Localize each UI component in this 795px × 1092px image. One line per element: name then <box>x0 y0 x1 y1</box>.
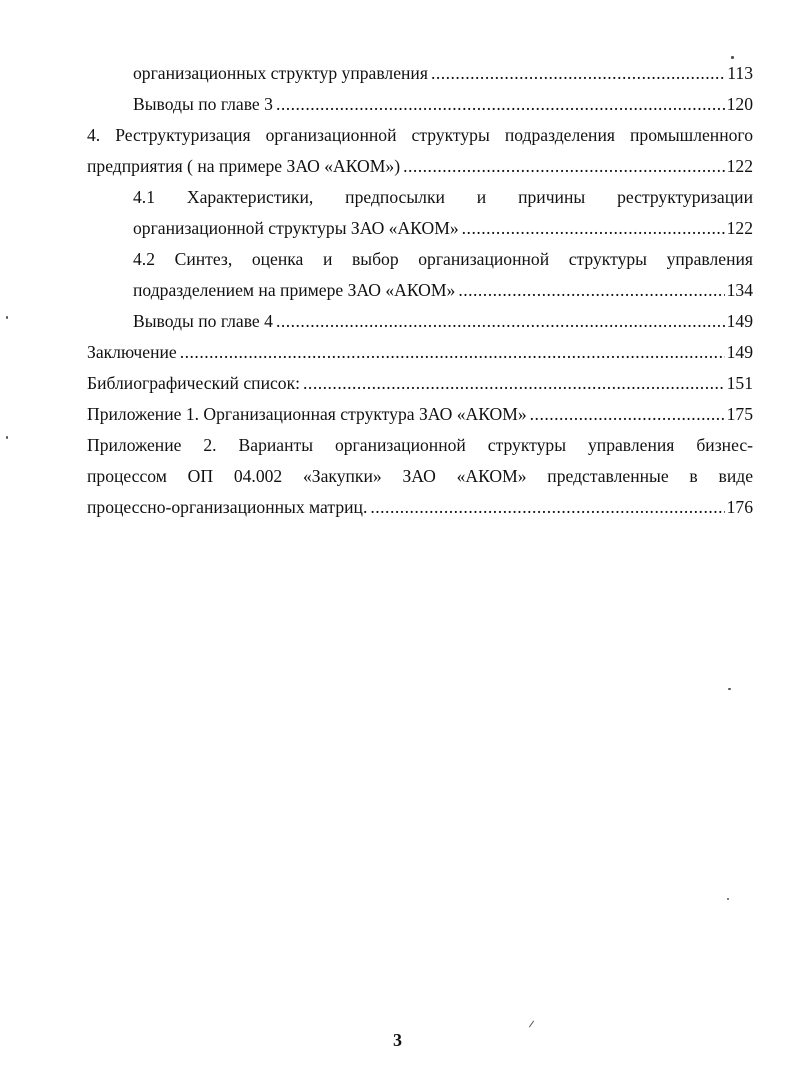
toc-page-number: 113 <box>727 63 753 83</box>
toc-entry <box>133 89 753 120</box>
toc-entry <box>133 58 753 89</box>
toc-leader-dots <box>459 213 725 244</box>
toc-entry-title: Выводы по главе 4 <box>133 311 273 331</box>
toc-entry-title: Заключение <box>87 342 177 362</box>
toc-entry <box>87 368 753 399</box>
toc-entry-title-line: Приложение 2. Варианты организационной структуры управления бизнес- <box>87 435 753 455</box>
toc-leader-dots <box>400 151 725 182</box>
scan-speck <box>6 316 8 319</box>
toc-entry <box>87 399 753 430</box>
toc-entry-title: Библиографический список: <box>87 373 301 393</box>
toc-entry <box>133 244 753 306</box>
toc-entry-title-line: предприятия ( на примере ЗАО «АКОМ») <box>87 156 401 176</box>
toc-entry <box>133 306 753 337</box>
toc-page-number: 151 <box>726 373 753 393</box>
toc-page-number: 122 <box>726 218 753 238</box>
toc-entry-title-line: подразделением на примере ЗАО «АКОМ» <box>133 280 456 300</box>
table-of-contents <box>87 58 753 523</box>
toc-leader-dots <box>367 492 724 523</box>
toc-page-number: 176 <box>726 497 753 517</box>
toc-leader-dots <box>273 89 725 120</box>
toc-page-number: 122 <box>726 156 753 176</box>
toc-entry <box>87 120 753 182</box>
scan-speck <box>728 688 731 690</box>
toc-entry-title: организационных структур управления <box>133 63 428 83</box>
scan-speck <box>6 436 8 439</box>
toc-leader-dots <box>428 58 725 89</box>
toc-page-number: 149 <box>726 311 753 331</box>
toc-entry-title: Выводы по главе 3 <box>133 94 273 114</box>
toc-entry-title-line: организационной структуры ЗАО «АКОМ» <box>133 218 459 238</box>
toc-leader-dots <box>527 399 725 430</box>
toc-page-number: 175 <box>726 404 753 424</box>
toc-entry <box>133 182 753 244</box>
toc-leader-dots <box>455 275 724 306</box>
toc-entry-title-line: процессом ОП 04.002 «Закупки» ЗАО «АКОМ» представленные в виде <box>87 466 753 486</box>
toc-entry-title-line: 4.2 Синтез, оценка и выбор организационной структуры управления <box>133 249 753 269</box>
toc-page-number: 149 <box>726 342 753 362</box>
toc-entry <box>87 337 753 368</box>
scan-speck <box>727 898 729 900</box>
toc-page-number: 134 <box>726 280 753 300</box>
page-number: 3 <box>393 1030 402 1050</box>
toc-entry-title-line: 4. Реструктуризация организационной структуры подразделения промышленного <box>87 125 753 145</box>
toc-entry <box>87 430 753 523</box>
toc-leader-dots <box>273 306 725 337</box>
toc-entry-title-line: процессно-организационных матриц. <box>87 497 368 517</box>
toc-page-number: 120 <box>726 94 753 114</box>
toc-leader-dots <box>300 368 725 399</box>
scan-speck <box>529 1020 534 1027</box>
scan-speck <box>731 56 734 59</box>
toc-entry-title-line: 4.1 Характеристики, предпосылки и причины реструктуризации <box>133 187 753 207</box>
toc-leader-dots <box>177 337 725 368</box>
toc-entry-title: Приложение 1. Организационная структура ЗАО «АКОМ» <box>87 404 527 424</box>
